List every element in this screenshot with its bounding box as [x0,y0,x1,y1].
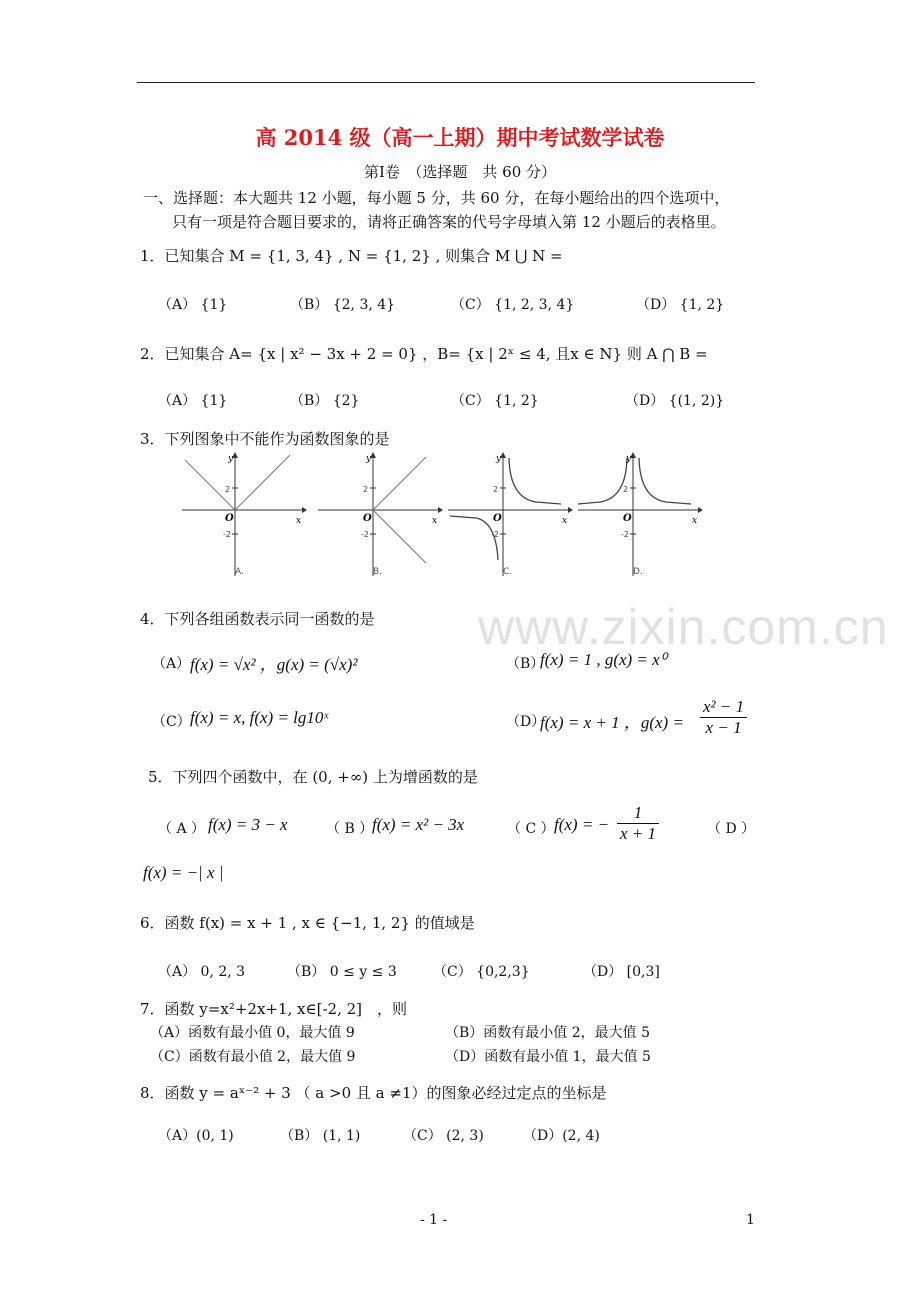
graph-d-x-label: x [692,516,698,526]
graph-c-origin: O [493,513,502,524]
watermark: www.zixin.com.cn [478,599,889,655]
q6-option-a: （A） 0, 2, 3 [158,964,246,980]
graph-a-y-label: y [228,454,234,464]
graph-c-tick-neg2: -2 [491,530,499,539]
q8-option-a: （A）(0, 1) [158,1128,234,1144]
q2-option-b: （B） {2} [290,393,360,409]
graph-d-tick-neg2: -2 [621,530,629,539]
q5-option-b-label: （ B ） [326,821,374,837]
graph-b-x-label: x [432,516,438,526]
graph-b-tick-neg2: -2 [361,530,369,539]
graph-d-y-label: y [626,454,632,464]
graph-d [576,448,704,580]
graph-c-x-label: x [562,516,568,526]
q7-option-b: （B）函数有最小值 2，最大值 5 [445,1025,651,1041]
q8-option-b: （B） (1, 1) [280,1128,361,1144]
graph-a-x-label: x [296,516,302,526]
q5-option-b: f(x) = x² − 3x [372,815,465,834]
q2-stem: 2．已知集合 A= {x | x² − 3x + 2 = 0} ，B= {x | 2ˣ ≤ 4, 且x ∈ N} 则 A ⋂ B = [140,345,708,363]
graph-b-tick-2: 2 [363,485,369,494]
q4-d-denominator: x − 1 [705,718,742,737]
q7-option-d: （D）函数有最小值 1，最大值 5 [445,1049,651,1065]
graph-b-y-label: y [366,454,372,464]
q5-option-c-fraction [617,803,659,844]
q7-option-c: （C）函数有最小值 2，最大值 9 [150,1049,356,1065]
q4-option-d: f(x) = x + 1 ，g(x) = [540,713,684,732]
q4-stem: 4．下列各组函数表示同一函数的是 [140,610,375,628]
section-instructions-line2: 只有一项是符合题目要求的，请将正确答案的代号字母填入第 12 小题后的表格里。 [172,213,726,231]
q1-option-c: （C） {1, 2, 3, 4} [451,297,575,313]
q3-stem: 3．下列图象中不能作为函数图象的是 [140,430,390,448]
q4-option-d-fraction [700,697,747,738]
page-number-right: 1 [746,1212,755,1228]
graph-c-y-label: y [496,454,502,464]
q1-stem: 1．已知集合 M = {1, 3, 4} , N = {1, 2} , 则集合 M ⋃ N = [140,247,563,265]
q1-option-d: （D） {1, 2} [636,297,725,313]
q6-option-c: （C） {0,2,3} [433,964,530,980]
q4-option-a: f(x) = √x² ，g(x) = (√x)² [190,655,358,674]
q2-option-d: （D） {(1, 2)} [625,393,725,409]
q2-option-c: （C） {1, 2} [451,393,539,409]
q1-option-a: （A） {1} [158,297,228,313]
q4-option-c-label: （C） [152,714,191,730]
graph-c-label: C. [503,567,513,577]
graph-a-label: A. [235,567,244,577]
q8-option-c: （C） (2, 3) [403,1128,484,1144]
q5-option-a: f(x) = 3 − x [208,815,288,834]
q5-stem: 5．下列四个函数中，在 (0, +∞) 上为增函数的是 [148,768,478,786]
q6-option-d: （D） [0,3] [583,964,660,980]
page-number-center: - 1 - [420,1212,448,1228]
header-rule [137,82,755,83]
q6-stem: 6．函数 f(x) = x + 1 , x ∈ {−1, 1, 2} 的值域是 [140,914,475,932]
graph-a-tick-2: 2 [225,485,231,494]
q5-option-a-label: （ A ） [158,821,206,837]
q4-d-numerator: x² − 1 [700,697,747,718]
q8-stem: 8．函数 y = aˣ⁻² + 3 （ a >0 且 a ≠1）的图象必经过定点的坐标是 [140,1084,607,1102]
graph-d-label: D. [633,567,643,577]
graph-a-tick-neg2: -2 [223,530,231,539]
graph-c [446,448,574,580]
graph-b [316,448,444,580]
section-instructions-line1: 一、选择题：本大题共 12 小题，每小题 5 分，共 60 分，在每小题给出的四个选项中， [143,189,730,207]
q5-option-c: f(x) = − [554,815,610,834]
q5-c-denominator: x + 1 [620,824,657,843]
q4-option-a-label: （A） [152,656,191,672]
q4-option-d-label: （D） [506,714,546,730]
q2-option-a: （A） {1} [158,393,228,409]
graph-d-origin: O [623,513,632,524]
q5-option-d-label: （ D ） [707,821,756,837]
q8-option-d: （D）(2, 4) [523,1128,600,1144]
q4-option-c: f(x) = x, f(x) = lg10ˣ [190,708,329,727]
q5-option-d: f(x) = −| x | [143,863,224,882]
q4-option-b: f(x) = 1 , g(x) = x⁰ [540,650,667,669]
section-subtitle: 第Ⅰ卷 （选择题 共 60 分） [363,163,557,181]
q6-option-b: （B） 0 ≤ y ≤ 3 [287,964,397,980]
graph-b-label: B. [373,567,383,577]
q5-option-c-label: （ C ） [507,821,555,837]
q4-option-b-label: （B） [506,656,545,672]
graph-a [180,448,308,580]
graph-d-tick-2: 2 [623,485,629,494]
graph-c-tick-2: 2 [493,485,499,494]
q7-option-a: （A）函数有最小值 0，最大值 9 [150,1025,355,1041]
exam-title: 高 2014 级（高一上期）期中考试数学试卷 [255,125,665,150]
q7-stem: 7．函数 y=x²+2x+1, x∈[-2, 2] ，则 [140,1000,408,1018]
q1-option-b: （B） {2, 3, 4} [290,297,396,313]
graph-b-origin: O [363,513,372,524]
graph-a-origin: O [225,513,234,524]
q5-c-numerator: 1 [617,803,659,824]
